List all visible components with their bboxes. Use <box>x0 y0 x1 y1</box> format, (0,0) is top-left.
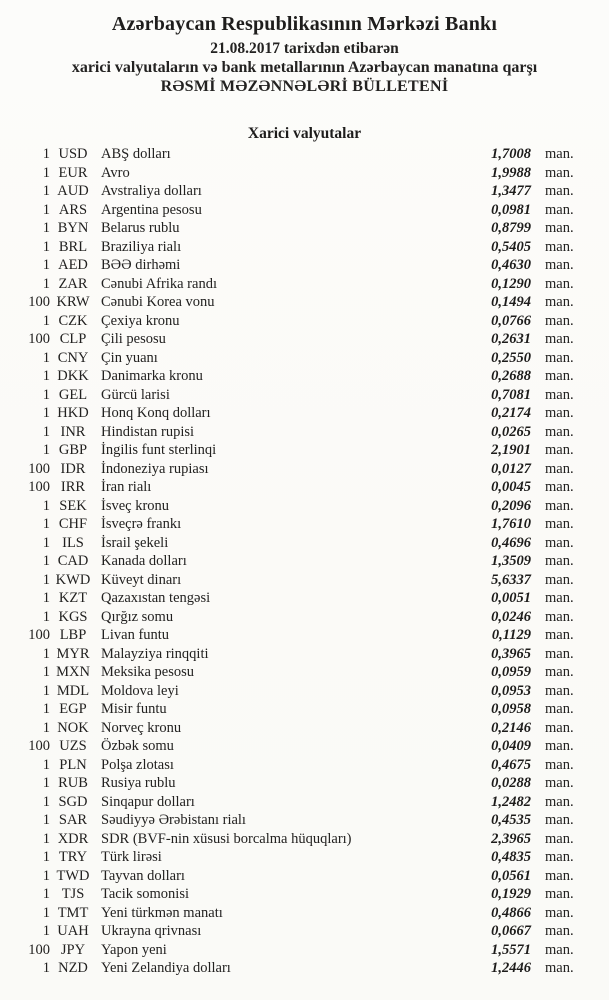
table-row <box>0 700 580 719</box>
unit-label-cell: man. <box>545 146 574 162</box>
currency-code-cell: MYR <box>56 645 90 662</box>
rate-value-cell: 1,5571 <box>491 941 531 958</box>
table-row <box>0 330 580 349</box>
table-row <box>0 663 580 682</box>
rate-value-cell: 0,0051 <box>491 590 531 606</box>
currency-code-cell: XDR <box>57 830 89 847</box>
currency-name-cell: Polşa zlotası <box>101 756 174 773</box>
quantity-cell: 1 <box>42 386 50 403</box>
currency-code-cell: EGP <box>59 701 87 717</box>
quantity-cell: 1 <box>42 571 50 588</box>
unit-label-cell: man. <box>545 645 574 662</box>
currency-code-cell: BRL <box>58 238 88 255</box>
table-row <box>0 941 580 960</box>
quantity-cell: 1 <box>42 220 50 236</box>
quantity-cell: 1 <box>42 701 50 717</box>
currency-name-cell: Tayvan dolları <box>101 867 185 884</box>
rate-value-cell: 1,3477 <box>491 183 531 199</box>
currency-name-cell: İngilis funt sterlinqi <box>101 442 217 458</box>
unit-label-cell: man. <box>545 405 574 421</box>
unit-label-cell: man. <box>545 849 574 865</box>
rate-value-cell: 0,2688 <box>491 368 531 384</box>
currency-code-cell: SEK <box>59 497 87 514</box>
unit-label-cell: man. <box>545 627 574 643</box>
currency-name-cell: Belarus rublu <box>101 220 180 236</box>
currency-name-cell: İsveç kronu <box>101 497 170 514</box>
unit-label-cell: man. <box>545 664 574 680</box>
table-row <box>0 349 580 368</box>
table-row <box>0 737 580 756</box>
rate-value-cell: 0,0127 <box>491 460 531 477</box>
rate-value-cell: 0,0265 <box>491 423 531 440</box>
quantity-cell: 1 <box>42 146 50 162</box>
rate-value-cell: 2,3965 <box>491 830 531 847</box>
table-row <box>0 959 580 978</box>
unit-label-cell: man. <box>545 923 574 939</box>
currency-name-cell: Qazaxıstan tengəsi <box>101 590 211 606</box>
unit-label-cell: man. <box>545 349 574 366</box>
quantity-cell: 1 <box>42 775 50 791</box>
table-row <box>0 367 580 386</box>
quantity-cell: 1 <box>42 516 50 532</box>
subtitle-line: xarici valyutaların və bank metallarının Azərbaycan manatına qarşı <box>71 59 538 76</box>
currency-name-cell: Səudiyyə Ərəbistanı rialı <box>101 812 246 828</box>
quantity-cell: 1 <box>42 960 50 976</box>
currency-name-cell: Yapon yeni <box>101 941 167 958</box>
rate-value-cell: 0,2550 <box>491 349 531 366</box>
currency-code-cell: SGD <box>58 793 88 810</box>
quantity-cell: 1 <box>42 312 50 329</box>
unit-label-cell: man. <box>545 368 574 384</box>
quantity-cell: 100 <box>28 331 50 347</box>
quantity-cell: 1 <box>42 756 50 773</box>
currency-code-cell: PLN <box>59 756 87 773</box>
unit-label-cell: man. <box>545 553 574 569</box>
currency-name-cell: SDR (BVF-nin xüsusi borcalma hüquqları) <box>101 830 352 847</box>
unit-label-cell: man. <box>545 164 574 181</box>
currency-name-cell: İndoneziya rupiası <box>101 460 209 477</box>
rate-value-cell: 1,7008 <box>491 146 531 162</box>
table-row <box>0 441 580 460</box>
currency-code-cell: RUB <box>58 775 88 791</box>
table-row <box>0 626 580 645</box>
table-row <box>0 219 580 238</box>
rate-value-cell: 0,4675 <box>491 756 531 773</box>
quantity-cell: 1 <box>42 645 50 662</box>
rate-value-cell: 0,2096 <box>491 497 531 514</box>
quantity-cell: 1 <box>42 682 50 699</box>
quantity-cell: 100 <box>28 460 50 477</box>
currency-name-cell: Çexiya kronu <box>101 312 180 329</box>
unit-label-cell: man. <box>545 442 574 458</box>
rate-value-cell: 0,0246 <box>491 608 531 625</box>
currency-code-cell: BYN <box>57 220 89 236</box>
table-row <box>0 534 580 553</box>
rate-value-cell: 0,0766 <box>491 312 531 329</box>
currency-code-cell: UAH <box>57 923 89 939</box>
currency-code-cell: IRR <box>60 479 86 495</box>
currency-code-cell: CZK <box>58 312 88 329</box>
bank-title: Azərbaycan Respublikasının Mərkəzi Bankı <box>111 13 498 35</box>
currency-name-cell: Meksika pesosu <box>101 664 195 680</box>
rate-value-cell: 0,2631 <box>491 331 531 347</box>
unit-label-cell: man. <box>545 775 574 791</box>
rate-value-cell: 0,4535 <box>491 812 531 828</box>
currency-code-cell: CLP <box>59 331 87 347</box>
currency-code-cell: KRW <box>56 294 90 310</box>
unit-label-cell: man. <box>545 479 574 495</box>
currency-code-cell: ARS <box>58 201 88 218</box>
currency-code-cell: TJS <box>61 886 85 902</box>
table-row <box>0 608 580 627</box>
table-row <box>0 922 580 941</box>
table-row <box>0 774 580 793</box>
currency-code-cell: IDR <box>60 460 86 477</box>
table-row <box>0 848 580 867</box>
currency-code-cell: CAD <box>57 553 89 569</box>
currency-name-cell: Avro <box>101 164 130 181</box>
unit-label-cell: man. <box>545 608 574 625</box>
rate-value-cell: 0,2146 <box>491 719 531 736</box>
currency-code-cell: KZT <box>58 590 88 606</box>
unit-label-cell: man. <box>545 423 574 440</box>
currency-name-cell: İsrail şekeli <box>101 534 169 551</box>
rate-value-cell: 0,0561 <box>491 867 531 884</box>
table-row <box>0 682 580 701</box>
currency-code-cell: TMT <box>57 904 89 921</box>
unit-label-cell: man. <box>545 756 574 773</box>
quantity-cell: 100 <box>28 294 50 310</box>
rate-value-cell: 0,0981 <box>491 201 531 218</box>
rate-value-cell: 0,8799 <box>491 220 531 236</box>
quantity-cell: 1 <box>42 257 50 273</box>
quantity-cell: 1 <box>42 164 50 181</box>
currency-code-cell: ZAR <box>58 275 88 292</box>
currency-name-cell: Cənubi Korea vonu <box>101 294 215 310</box>
unit-label-cell: man. <box>545 941 574 958</box>
table-row <box>0 164 580 183</box>
currency-code-cell: MDL <box>56 682 90 699</box>
rate-value-cell: 0,2174 <box>491 405 531 421</box>
rate-value-cell: 0,7081 <box>491 386 531 403</box>
rate-value-cell: 0,4866 <box>491 904 531 921</box>
quantity-cell: 1 <box>42 590 50 606</box>
rate-value-cell: 0,0409 <box>491 738 531 754</box>
unit-label-cell: man. <box>545 590 574 606</box>
quantity-cell: 1 <box>42 849 50 865</box>
currency-code-cell: ILS <box>62 534 84 551</box>
currency-name-cell: Honq Konq dolları <box>101 405 211 421</box>
table-row <box>0 256 580 275</box>
quantity-cell: 1 <box>42 608 50 625</box>
currency-code-cell: TRY <box>58 849 88 865</box>
currency-name-cell: Tacik somonisi <box>101 886 189 902</box>
unit-label-cell: man. <box>545 571 574 588</box>
table-row <box>0 645 580 664</box>
currency-name-cell: Çin yuanı <box>101 349 158 366</box>
rate-value-cell: 0,1494 <box>491 294 531 310</box>
rate-value-cell: 1,7610 <box>491 516 531 532</box>
table-row <box>0 478 580 497</box>
table-row <box>0 386 580 405</box>
currency-name-cell: Kanada dolları <box>101 553 187 569</box>
quantity-cell: 1 <box>42 553 50 569</box>
currency-name-cell: Türk lirəsi <box>101 849 162 865</box>
currency-name-cell: Misir funtu <box>101 701 167 717</box>
unit-label-cell: man. <box>545 904 574 921</box>
rate-value-cell: 0,0958 <box>491 701 531 717</box>
currency-code-cell: EUR <box>58 164 88 181</box>
quantity-cell: 1 <box>42 534 50 551</box>
unit-label-cell: man. <box>545 220 574 236</box>
currency-name-cell: Sinqapur dolları <box>101 793 195 810</box>
table-row <box>0 904 580 923</box>
table-row <box>0 293 580 312</box>
rate-value-cell: 0,0953 <box>491 682 531 699</box>
quantity-cell: 1 <box>42 812 50 828</box>
currency-code-cell: MXN <box>56 664 90 680</box>
quantity-cell: 1 <box>42 923 50 939</box>
currency-code-cell: UZS <box>59 738 87 754</box>
unit-label-cell: man. <box>545 812 574 828</box>
unit-label-cell: man. <box>545 534 574 551</box>
rate-value-cell: 0,0288 <box>491 775 531 791</box>
quantity-cell: 1 <box>42 368 50 384</box>
rate-value-cell: 0,1929 <box>491 886 531 902</box>
quantity-cell: 1 <box>42 238 50 255</box>
bulletin-title: RƏSMİ MƏZƏNNƏLƏRİ BÜLLETENİ <box>160 78 449 95</box>
quantity-cell: 1 <box>42 423 50 440</box>
currency-name-cell: Avstraliya dolları <box>101 183 202 199</box>
rate-value-cell: 1,2482 <box>491 793 531 810</box>
currency-code-cell: INR <box>60 423 86 440</box>
table-row <box>0 811 580 830</box>
effective-date-line: 21.08.2017 tarixdən etibarən <box>210 40 399 57</box>
currency-name-cell: BƏƏ dirhəmi <box>101 257 181 273</box>
unit-label-cell: man. <box>545 738 574 754</box>
currency-name-cell: Yeni türkmən manatı <box>101 904 223 921</box>
currency-code-cell: CNY <box>57 349 89 366</box>
unit-label-cell: man. <box>545 294 574 310</box>
currency-name-cell: Malayziya rinqqiti <box>101 645 209 662</box>
table-row <box>0 423 580 442</box>
quantity-cell: 1 <box>42 405 50 421</box>
table-row <box>0 885 580 904</box>
currency-code-cell: LBP <box>59 627 87 643</box>
currency-name-cell: Argentina pesosu <box>101 201 202 218</box>
currency-code-cell: NZD <box>58 960 88 976</box>
unit-label-cell: man. <box>545 867 574 884</box>
currency-name-cell: Gürcü larisi <box>101 386 170 403</box>
rate-value-cell: 1,2446 <box>491 960 531 976</box>
quantity-cell: 1 <box>42 183 50 199</box>
currency-name-cell: Çili pesosu <box>101 331 166 347</box>
table-row <box>0 404 580 423</box>
unit-label-cell: man. <box>545 516 574 532</box>
currency-code-cell: JPY <box>60 941 86 958</box>
quantity-cell: 1 <box>42 497 50 514</box>
currency-name-cell: Yeni Zelandiya dolları <box>101 960 231 976</box>
currency-code-cell: AED <box>58 257 88 273</box>
table-row <box>0 793 580 812</box>
unit-label-cell: man. <box>545 719 574 736</box>
quantity-cell: 100 <box>28 941 50 958</box>
currency-name-cell: Moldova leyi <box>101 682 179 699</box>
rate-value-cell: 0,4630 <box>491 257 531 273</box>
table-row <box>0 515 580 534</box>
currency-code-cell: CHF <box>58 516 88 532</box>
rate-value-cell: 0,3965 <box>491 645 531 662</box>
quantity-cell: 1 <box>42 664 50 680</box>
currency-name-cell: Rusiya rublu <box>101 775 176 791</box>
quantity-cell: 1 <box>42 442 50 458</box>
unit-label-cell: man. <box>545 257 574 273</box>
unit-label-cell: man. <box>545 331 574 347</box>
currency-name-cell: Norveç kronu <box>101 719 182 736</box>
currency-name-cell: Hindistan rupisi <box>101 423 195 440</box>
currency-name-cell: İsveçrə frankı <box>101 516 182 532</box>
currency-code-cell: NOK <box>57 719 89 736</box>
table-row <box>0 589 580 608</box>
rate-value-cell: 0,0667 <box>491 923 531 939</box>
unit-label-cell: man. <box>545 201 574 218</box>
table-row <box>0 756 580 775</box>
unit-label-cell: man. <box>545 682 574 699</box>
currency-code-cell: KGS <box>58 608 88 625</box>
unit-label-cell: man. <box>545 960 574 976</box>
quantity-cell: 1 <box>42 201 50 218</box>
table-row <box>0 571 580 590</box>
unit-label-cell: man. <box>545 497 574 514</box>
currency-name-cell: Küveyt dinarı <box>101 571 182 588</box>
currency-code-cell: HKD <box>57 405 89 421</box>
rates-table <box>0 145 609 978</box>
table-row <box>0 238 580 257</box>
rate-value-cell: 0,5405 <box>491 238 531 255</box>
table-row <box>0 460 580 479</box>
table-row <box>0 830 580 849</box>
table-row <box>0 497 580 516</box>
rate-value-cell: 0,1129 <box>491 627 531 643</box>
quantity-cell: 1 <box>42 275 50 292</box>
currency-code-cell: DKK <box>57 368 89 384</box>
unit-label-cell: man. <box>545 460 574 477</box>
quantity-cell: 1 <box>42 793 50 810</box>
currency-name-cell: Qırğız somu <box>101 608 174 625</box>
table-row <box>0 552 580 571</box>
rate-value-cell: 0,0045 <box>491 479 531 495</box>
table-row <box>0 719 580 738</box>
table-row <box>0 145 580 164</box>
currency-code-cell: TWD <box>56 867 90 884</box>
unit-label-cell: man. <box>545 386 574 403</box>
currency-name-cell: Ukrayna qrivnası <box>101 923 202 939</box>
unit-label-cell: man. <box>545 183 574 199</box>
document-header <box>0 0 609 96</box>
table-row <box>0 867 580 886</box>
unit-label-cell: man. <box>545 830 574 847</box>
currency-code-cell: GBP <box>58 442 88 458</box>
quantity-cell: 100 <box>28 479 50 495</box>
unit-label-cell: man. <box>545 238 574 255</box>
currency-code-cell: SAR <box>58 812 88 828</box>
quantity-cell: 1 <box>42 830 50 847</box>
rate-value-cell: 1,3509 <box>491 553 531 569</box>
quantity-cell: 1 <box>42 719 50 736</box>
unit-label-cell: man. <box>545 886 574 902</box>
table-row <box>0 312 580 331</box>
currency-name-cell: İran rialı <box>101 479 152 495</box>
currency-name-cell: ABŞ dolları <box>101 146 171 162</box>
currency-code-cell: KWD <box>55 571 91 588</box>
unit-label-cell: man. <box>545 793 574 810</box>
currency-name-cell: Braziliya rialı <box>101 238 182 255</box>
rate-value-cell: 0,0959 <box>491 664 531 680</box>
quantity-cell: 1 <box>42 867 50 884</box>
rate-value-cell: 0,1290 <box>491 275 531 292</box>
quantity-cell: 1 <box>42 349 50 366</box>
quantity-cell: 1 <box>42 886 50 902</box>
unit-label-cell: man. <box>545 701 574 717</box>
quantity-cell: 1 <box>42 904 50 921</box>
rate-value-cell: 1,9988 <box>491 164 531 181</box>
currency-name-cell: Özbək somu <box>101 738 174 754</box>
rate-value-cell: 0,4696 <box>491 534 531 551</box>
unit-label-cell: man. <box>545 312 574 329</box>
quantity-cell: 100 <box>28 738 50 754</box>
currency-name-cell: Danimarka kronu <box>101 368 203 384</box>
currency-name-cell: Cənubi Afrika randı <box>101 275 217 292</box>
quantity-cell: 100 <box>28 627 50 643</box>
currency-name-cell: Livan funtu <box>101 627 170 643</box>
currency-code-cell: AUD <box>57 183 89 199</box>
currency-code-cell: GEL <box>58 386 88 403</box>
table-row <box>0 182 580 201</box>
rate-value-cell: 2,1901 <box>491 442 531 458</box>
rate-value-cell: 0,4835 <box>491 849 531 865</box>
rate-value-cell: 5,6337 <box>491 571 531 588</box>
table-row <box>0 201 580 220</box>
table-row <box>0 275 580 294</box>
currency-code-cell: USD <box>58 146 88 162</box>
section-title-foreign-currencies: Xarici valyutalar <box>247 125 362 142</box>
unit-label-cell: man. <box>545 275 574 292</box>
